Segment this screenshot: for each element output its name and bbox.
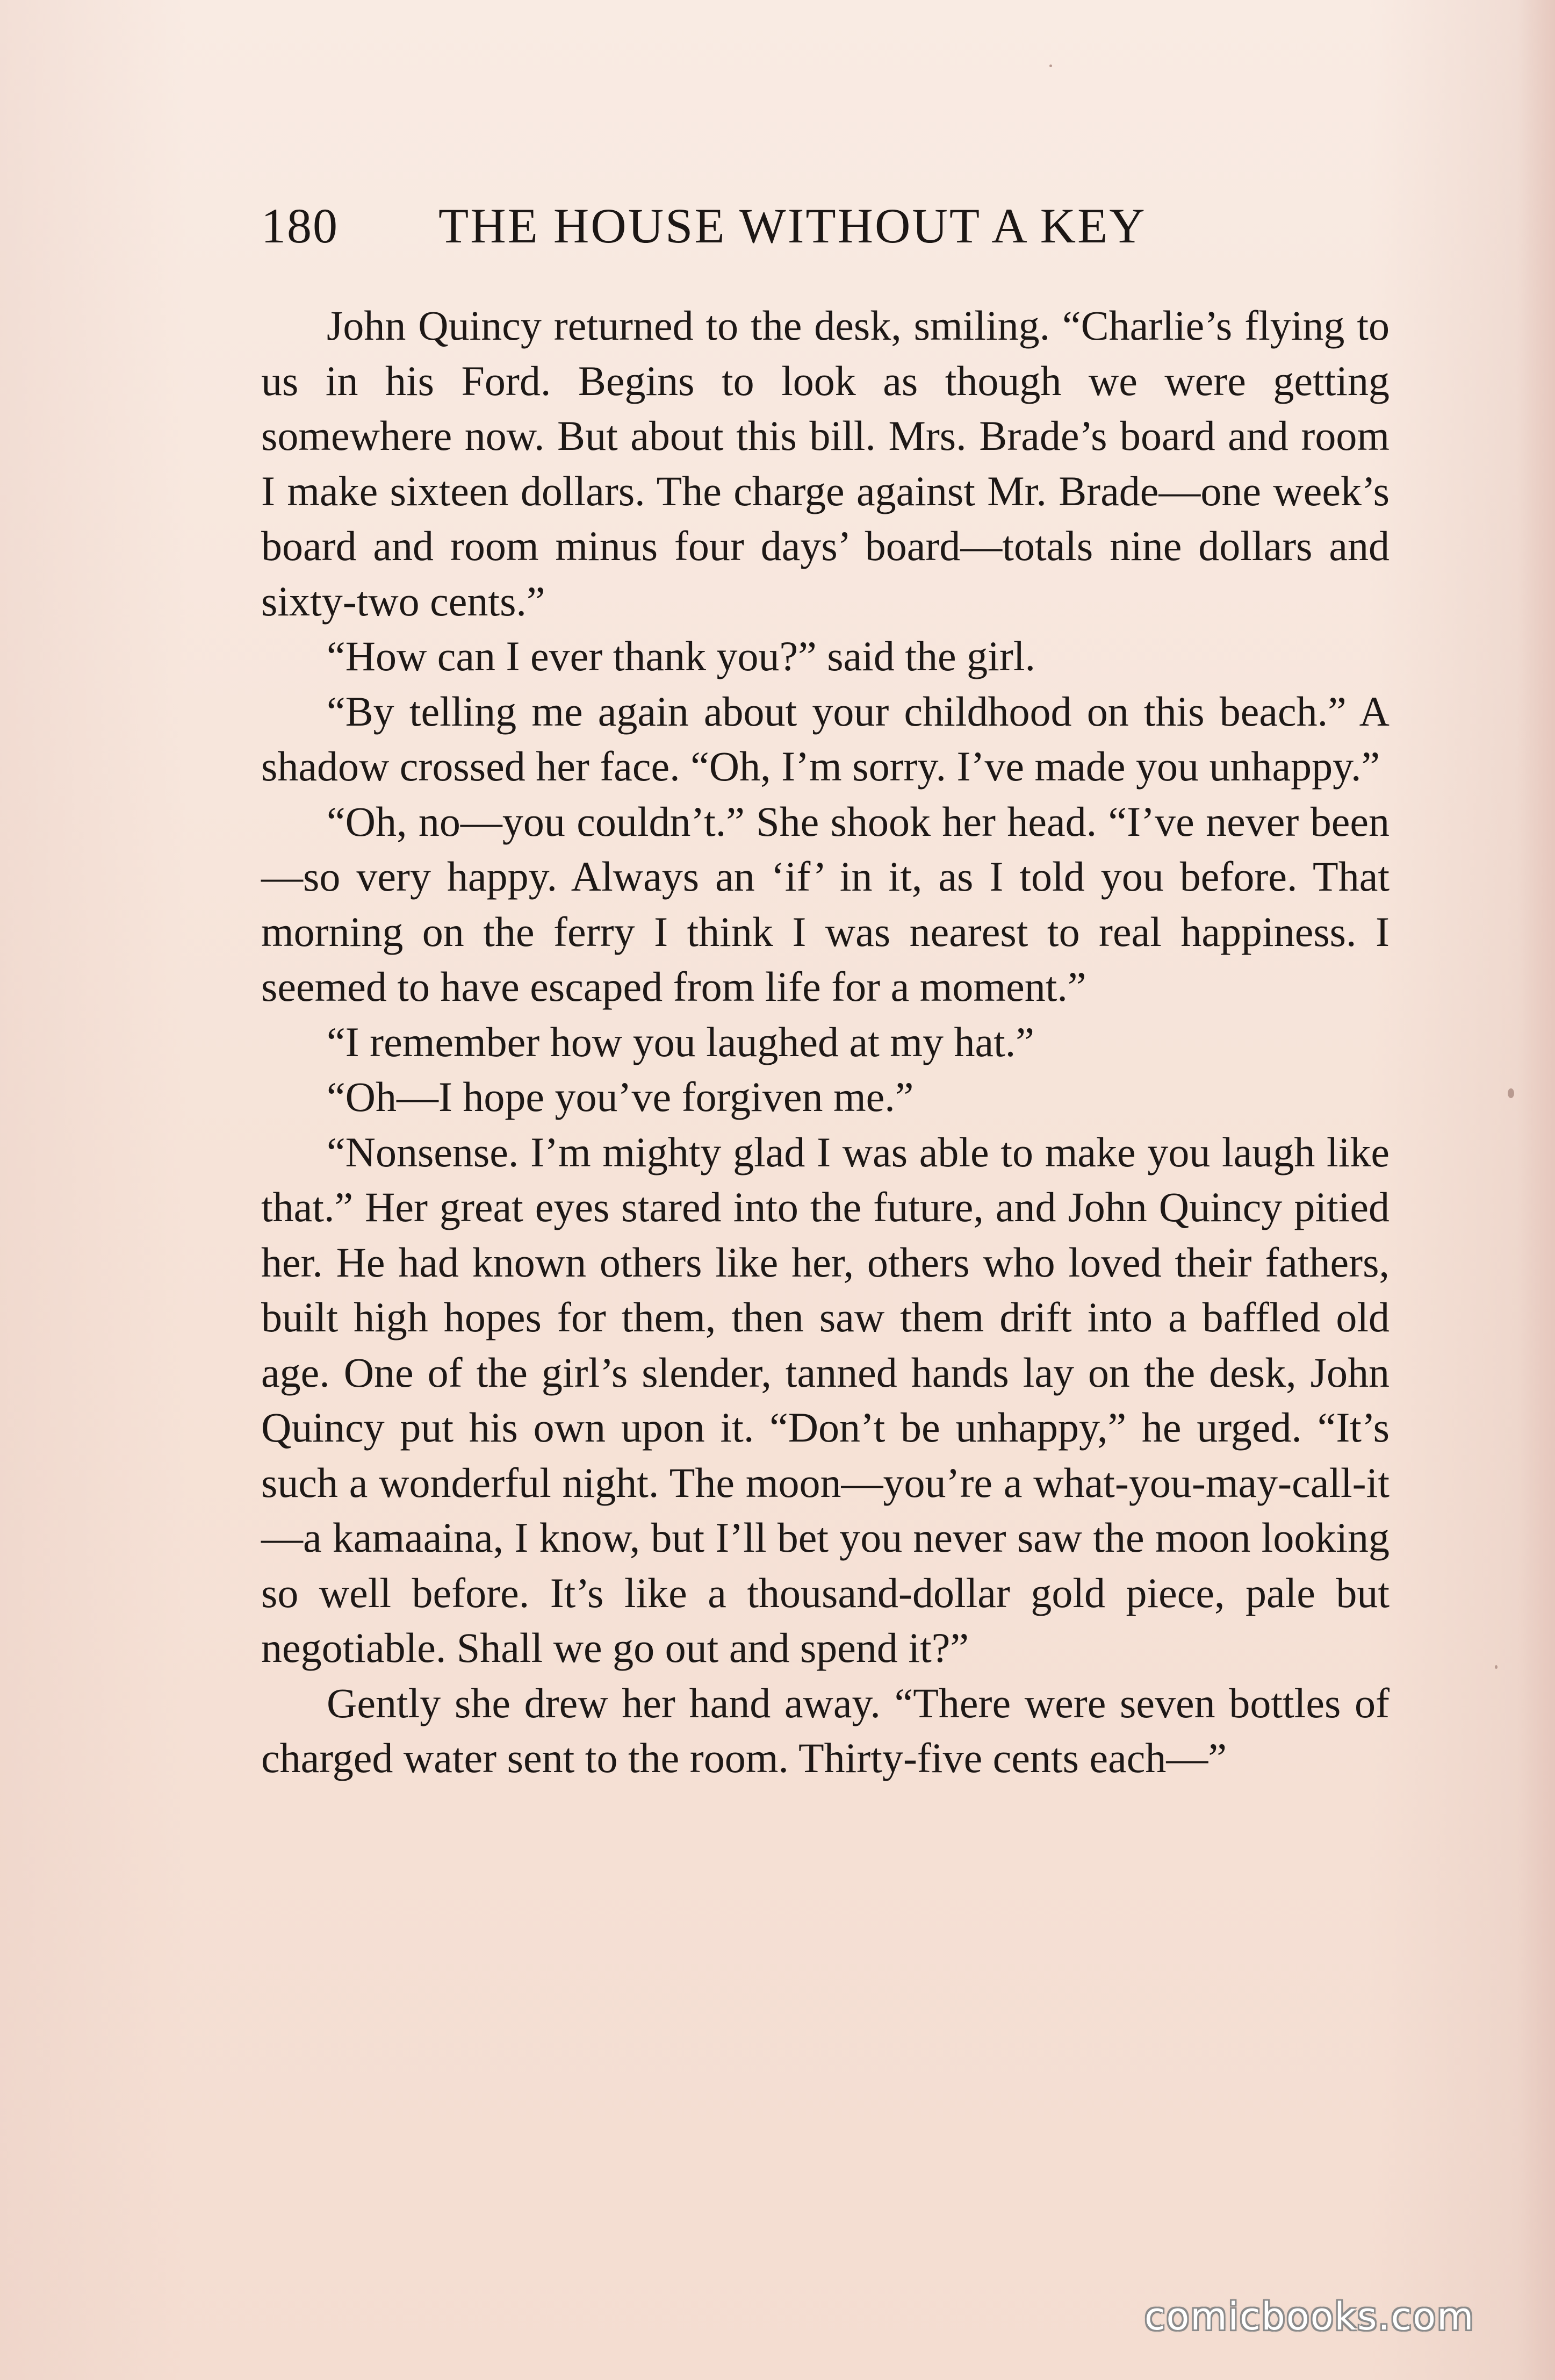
paragraph: “I remember how you laughed at my hat.” (327, 1018, 1034, 1065)
paragraph: “How can I ever thank you?” said the girl. (327, 633, 1035, 679)
paragraph: John Quincy returned to the desk, smiling. “Charlie’s flying to us in his Ford. Begins to look as though we were getting somewhere now. But about this bill. Mrs. Brade’s board and room I make sixteen dollars. The charge against Mr. Brade—one week’s board and room minus four days’ board—totals nine dollars and sixty-two cents.” (261, 302, 1390, 625)
paragraph: “Oh—I hope you’ve forgiven me.” (327, 1073, 914, 1120)
paragraph: Gently she drew her hand away. “There were seven bottles of charged water sent to the room. Thirty-five cents each—” (261, 1679, 1390, 1781)
paragraph: “Oh, no—you couldn’t.” She shook her head. “I’ve never been—so very happy. Always an ‘if’ in it, as I told you before. That morning on the ferry I think I was nearest to real happiness. I seemed to have escaped from life for a moment.” (261, 798, 1390, 1010)
paragraph: “By telling me again about your childhood on this beach.” A shadow crossed her face. “Oh, I’m sorry. I’ve made you unhappy.” (261, 687, 1390, 790)
paper-speck (1049, 64, 1052, 67)
running-title: THE HOUSE WITHOUT A KEY (438, 198, 1147, 253)
body-text (261, 298, 1390, 1786)
page-number: 180 (261, 198, 339, 253)
watermark: comicbooks.com (1144, 2295, 1475, 2339)
paper-speck (1495, 1665, 1498, 1669)
page-edge-shadow (1517, 0, 1555, 2380)
paper-speck (1508, 1088, 1514, 1098)
paragraph: “Nonsense. I’m mighty glad I was able to make you laugh like that.” Her great eyes stared into the future, and John Quincy pitied her. He had known others like her, others who loved their fathers, built high hopes for them, then saw them drift into a baffled old age. One of the girl’s slender, tanned hands lay on the desk, John Quincy put his own upon it. “Don’t be unhappy,” he urged. “It’s such a wonderful night. The moon—you’re a what-you-may-call-it—a kamaaina, I know, but I’ll bet you never saw the moon looking so well before. It’s like a thousand-dollar gold piece, pale but negotiable. Shall we go out and spend it?” (261, 1128, 1390, 1671)
running-header (261, 193, 1390, 258)
